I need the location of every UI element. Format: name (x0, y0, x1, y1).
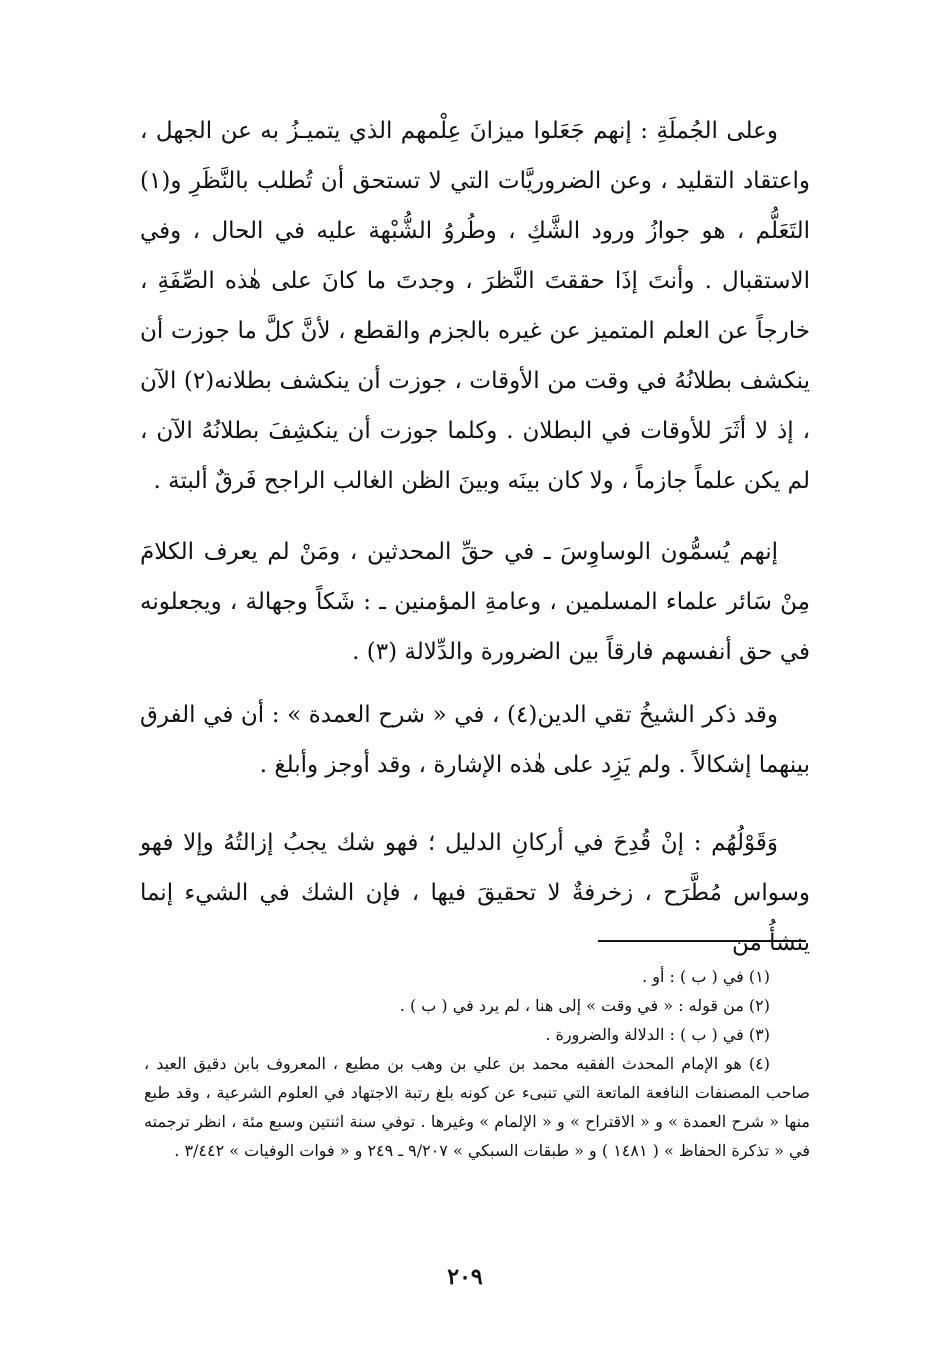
paragraph-3: وقد ذكر الشيخُ تقي الدين(٤) ، في « شرح العمدة » : أن في الفرق بينهما إشكالاً . ولم يَزِد على هٰذه الإشارة ، وقد أوجز وأبلغ . (140, 702, 810, 778)
page-number: ٢٠٩ (447, 1264, 483, 1290)
footnote-1: (١) في ( ب ) : أو . (642, 967, 770, 986)
footnote-divider (598, 940, 806, 942)
paragraph-1: وعلى الجُملَةِ : إنهم جَعَلوا ميزانَ عِلْمهم الذي يتميـزُ به عن الجهل ، واعتقاد التقليد ، وعن الضروريَّات التي لا تستحق أن تُطلب بالنَّظَرِ و(١) التَعَلُّم ، هو جوازُ ورود الشَّكِ ، وطُروُ الشُّبْهة عليه في الحال ، وفي الاستقبال . وأنتَ إذَا حققتَ النَّظرَ ، وجدتَ ما كانَ على هٰذه الصِّفَةِ ، خارجاً عن العلم المتميز عن غيره بالجزم والقطع ، لأنَّ كلَّ ما جوزت أن ينكشف بطلانُهُ في وقت من الأوقات ، جوزت أن ينكشف بطلانه(٢) الآن ، إذ لا أثَرَ للأوقات في البطلان . وكلما جوزت أن ينكشِفَ بطلانُهُ الآن ، لم يكن علماً جازماً ، ولا كان بينَه وبينَ الظن الغالب الراجح فَرقٌ ألبتة . (140, 118, 810, 494)
footnote-2: (٢) من قوله : « في وقت » إلى هنا ، لم يرد في ( ب ) . (399, 996, 770, 1015)
footnote-4: (٤) هو الإمام المحدث الفقيه محمد بن علي بن وهب بن مطيع ، المعروف بابن دقيق العيد ، صاحب المصنفات النافعة الماتعة التي تنبىء عن كونه بلغ رتبة الاجتهاد في العلوم الشرعية ، وقد طبع منها « شرح العمدة » و « الاقتراح » و « الإلمام » وغيرها . توفي سنة اثنتين وسبع مئة ، انظر ترجمته في « تذكرة الحفاظ » ( ١٤٨١ ) و « طبقات السبكي » ٩/٢٠٧ ـ ٢٤٩ و « فوات الوفيات » ٣/٤٤٢ . (144, 1054, 810, 1160)
paragraph-2: إنهم يُسمُّون الوساوِسَ ـ في حقِّ المحدثين ، ومَنْ لم يعرف الكلامَ مِنْ سَائر علماء المسلمين ، وعامةِ المؤمنين ـ : شَكاً وجهالة ، ويجعلونه في حق أنفسهم فارقاً بين الضرورة والدِّلالة (٣) . (140, 539, 810, 665)
footnote-3: (٣) في ( ب ) : الدلالة والضرورة . (545, 1025, 770, 1044)
paragraph-4: وَقَوْلُهُم : إنْ قُدِحَ في أركانِ الدليل ؛ فهو شك يجبُ إزالتُهُ وإلا فهو وسواس مُطَّرَح ، زخرفةٌ لا تحقيقَ فيها ، فإن الشك في الشيء إنما ينشأُ من (140, 830, 810, 956)
footnotes-section (144, 962, 810, 1165)
